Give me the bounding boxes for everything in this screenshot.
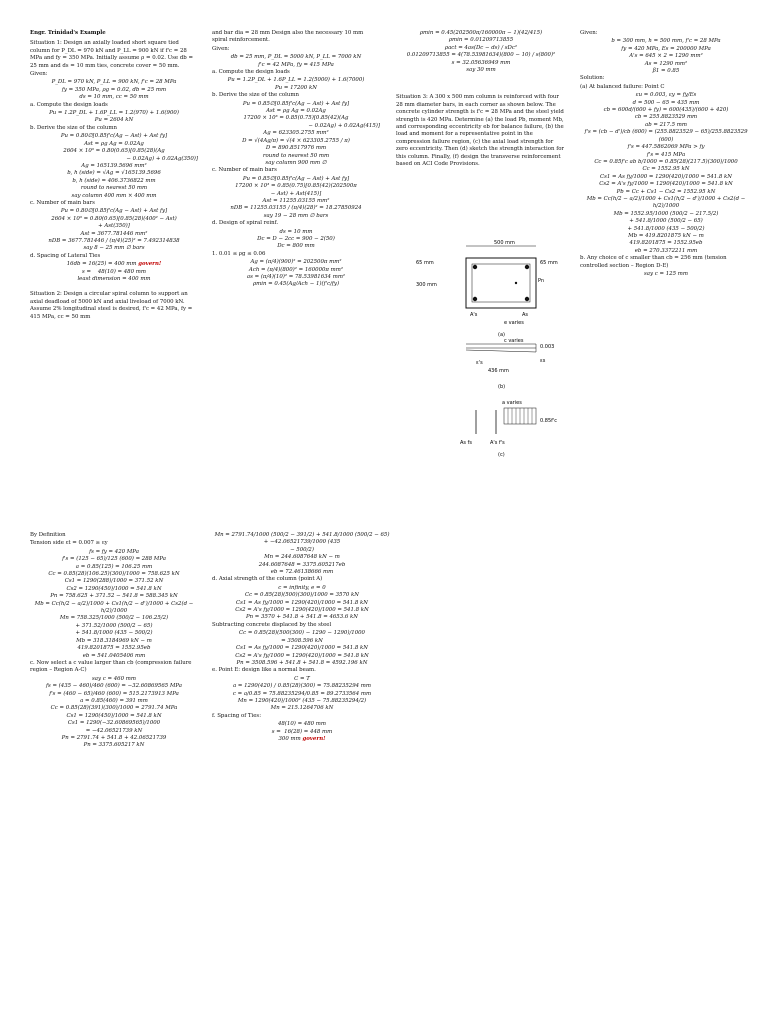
column-1	[30, 30, 198, 322]
as-prime-fs-label: A's f's	[490, 440, 505, 446]
equation: ρact = 4as(Dc − ds) / sDc²	[444, 44, 518, 51]
equation: d = 500 − 65 = 435 mm	[632, 99, 700, 106]
equation: Mn = 758.325/1000 (500/2 − 106.25/2)	[59, 615, 169, 622]
subtracting-label: Subtracting concrete displaced by the steel	[212, 621, 332, 628]
equation: 244.6087648 = 3375.605217eb	[258, 561, 346, 568]
step-c-label: c. Number of main bars	[30, 199, 95, 206]
equation: say c = 460 mm	[92, 675, 136, 682]
column-4	[580, 30, 752, 278]
equation: say 19 − 28 mm ∅ bars	[263, 212, 329, 219]
equation: 419.8201875 = 1552.95eb	[629, 240, 703, 247]
equation: Pu = 0.80∅[0.85f'c(Ag − Ast) + Ast fy]	[60, 208, 168, 215]
equation: Ast = 11255.03155 mm²	[262, 197, 330, 204]
equation: + 371.52/1000 (500/2 − 65)	[75, 622, 153, 629]
a-varies-label: a varies	[502, 400, 522, 406]
equation: fs = (435 − 460)/460 (600) = −32.60869565 MPa	[45, 683, 183, 690]
equation: s = 16(28) = 448 mm	[271, 728, 333, 735]
equation: eb = 72.46138666 mm	[270, 569, 334, 576]
equation: f's = (cb − d')/cb (600) = (255.8823529 − 65)/255.8823529 (600)	[584, 129, 748, 143]
step-b-label: b. Derive the size of the column	[212, 92, 299, 99]
equation: Cc = 0.85(28)(106.25)(300)/1000 = 758.625 kN	[48, 571, 180, 578]
step-b-label: b. Derive the size of the column	[30, 124, 117, 131]
equation: eb = 541.0405406 mm	[82, 652, 146, 659]
equation: − 500/2)	[290, 546, 314, 553]
step-c-label: c. Number of main bars	[212, 167, 277, 174]
equation: − 0.02Ag) + 0.02Ag(350)]	[126, 155, 198, 162]
rebar	[525, 297, 529, 301]
equation: = −42.06521739 kN	[85, 727, 143, 734]
eps-s-label: εs	[540, 358, 546, 364]
equation: β1 = 0.85	[652, 68, 680, 75]
equation-text: 16db = 16(25) = 400 mm	[66, 261, 137, 268]
equation: say column 400 mm × 400 mm	[71, 192, 157, 199]
given-label: Given:	[580, 30, 598, 36]
equation: + Ast(350)]	[98, 223, 130, 230]
step-d-label: d. Axial strength of the column (point A)	[212, 576, 323, 583]
equation: Cs2 = A's fy/1000 = 1290(420)/1000 = 541.8 kN	[235, 652, 369, 659]
equation: round to nearest 50 mm	[262, 152, 330, 159]
equation: Pu = 0.80∅[0.85f'c(Ag − Ast) + Ast fy]	[60, 133, 168, 140]
equation: Cc = 0.85(28)(391)(300)/1000 = 2791.74 MPa	[50, 705, 178, 712]
equation: say 30 mm	[466, 67, 496, 74]
given-label: Given:	[30, 71, 48, 78]
equation: − Ast) + Ast(415)]	[270, 190, 322, 197]
eps-s-prime-label: ε's	[476, 360, 483, 366]
equation: Ast = ρg Ag = 0.02Ag	[266, 108, 326, 115]
fig-b-label: (b)	[498, 384, 506, 390]
dim-65-right-label: 65 mm	[540, 260, 558, 266]
equation: 2604 × 10³ = 0.80(0.65)[0.85(28)(Ag	[63, 148, 165, 155]
equation: = 3508.596 kN	[281, 637, 323, 644]
equation: + −42.06521739/1000 (435	[263, 539, 341, 546]
column-section-figure	[416, 238, 576, 474]
equation: Mb = Cc(h/2 − a/2)/1000 + Cs1(h/2 − d')/1000 + Cs2(d − h/2)/1000	[34, 600, 194, 615]
step-b-label: b. Any choice of c smaller than cb = 256 mm (tension controlled section – Region D-E)	[580, 255, 729, 269]
step-e-label: 1. 0.01 ≤ ρg ≤ 0.06	[212, 250, 266, 257]
equation: f's = (460 − 65)/460 (600) = 515.2173913 MPa	[49, 690, 179, 697]
situation-2: Situation 2: Design a circular spiral column to support an axial deadload of 5000 kN and axial liveload of 7000 kN. Assume 2% longitudinal steel is desired, f'c = 42 MPa, fy = 415 MPa, cc = 50 mm	[30, 291, 195, 320]
equation: db = 25 mm, P_DL = 5000 kN, P_LL = 7000 kN	[230, 54, 362, 61]
rebar	[525, 265, 529, 269]
as-label: As	[522, 312, 529, 318]
rebar	[473, 297, 477, 301]
equation: 48(10) = 480 mm	[277, 721, 327, 728]
column-6	[212, 532, 392, 743]
step-d-label: d. Design of spiral reinf.	[212, 220, 279, 227]
equation: Cs1 = As fy/1000 = 1290(420)/1000 = 541.8 kN	[236, 645, 368, 652]
equation: 0.01209713855 = 4(78.53981634)(800 − 10) / s(800)²	[406, 52, 556, 59]
equation: Pn = 758.625 + 371.52 − 541.8 = 588.345 kN	[50, 593, 178, 600]
equation: say c = 125 mm	[644, 271, 688, 277]
equation: Ag = (π/4)(900)² = 202500π mm²	[250, 259, 342, 266]
equation: fy = 350 MPa, ρg = 0.02, db = 25 mm	[61, 86, 167, 93]
equation: Cs2 = A's fy/1000 = 1290(420)/1000 = 541.8 kN	[235, 607, 369, 614]
equation: Mb = 1552.95/1000 (500/2 − 217.5/2)	[613, 210, 719, 217]
equation: Ag = 623305.2755 mm²	[263, 130, 329, 137]
equation: εu = 0.003, εy = fy/Es	[635, 92, 697, 99]
equation: A's = 645 × 2 = 1290 mm²	[629, 53, 703, 60]
equation: 17200 × 10³ = 0.85(0.75)[0.85(42)(Ag	[243, 115, 349, 122]
equation: least dimension = 400 mm	[77, 276, 151, 282]
fig-c-label: (c)	[498, 452, 505, 458]
situation-3: Situation 3: A 300 x 500 mm column is reinforced with four 28 mm diameter bars, in each corner as shown below. The concrete cylinder strength is f'c = 28 MPa and the steel yield strength is 420 MPa. Determine (a) the load Pb, moment Mb, and corresponding eccentricity eb for balance failure, (b) the load and moment for a representative point in the compression failure region, (c) the axial load strength for zero eccentricity. Then (d) sketch the strength interaction for this column. Finally, (f) design the transverse reinforcement based on ACI Code Provisions.	[396, 94, 566, 168]
equation: ρmin = 0.45(202500π/160000π − 1)(42/415)	[419, 30, 543, 36]
equation: Mn = 215.1264706 kN	[270, 705, 334, 712]
equation: Cs1 = As fy/1000 = 1290(420)/1000 = 541.8 kN	[236, 599, 368, 606]
rebar	[473, 265, 477, 269]
tension-side-text: Tension side εt = 0.007 ≥ εy	[30, 540, 108, 547]
step-f-label: f. Spacing of Ties:	[212, 712, 262, 719]
equation: D = 890.8517976 mm	[265, 145, 327, 152]
equation	[212, 736, 392, 743]
equation: Dc = D − 2cc = 900 − 2(50)	[257, 235, 335, 242]
equation: P_DL = 970 kN, P_LL = 900 kN, f'c = 28 MPa	[51, 79, 177, 86]
equation: Cs2 = A's fy/1000 = 1290(420)/1000 = 541.8 kN	[599, 181, 733, 188]
equation: Ast = 3677.781446 mm²	[80, 230, 148, 237]
equation: b, h (side) = √Ag = √165139.5696	[67, 170, 161, 177]
equation: say 8 − 25 mm ∅ bars	[83, 245, 145, 252]
equation: a = 0.85(125) = 106.25 mm	[75, 563, 153, 570]
load-point	[515, 282, 517, 284]
fig-a-label: (a)	[498, 332, 505, 338]
step-a-label: a. Compute the design loads	[212, 69, 290, 76]
doc-title: Engr. Trinidad's Example	[30, 30, 106, 36]
equation: Pn = 3570 + 541.8 + 541.8 = 4653.6 kN	[245, 614, 359, 621]
equation: Cc = 1552.95 kN	[642, 166, 690, 173]
equation: f's = 447.5862069 MPa > fy	[627, 144, 705, 151]
stress-085-label: 0.85f'c	[540, 418, 558, 424]
equation: fy = 420 MPa, Es = 200000 MPa	[621, 45, 711, 52]
equation: c = a/0.85 = 75.88235294/0.85 = 89.2733564 mm	[232, 690, 372, 697]
equation: D = √(4Ag/π) = √(4 × 623305.2755 / π)	[242, 137, 350, 144]
equation: Mb = Cc(h/2 − a/2)/1000 + Cs1(h/2 − d')/1000 + Cs2(d − h/2)/1000	[586, 195, 746, 210]
equation: 419.8201875 = 1552.95eb	[77, 645, 151, 652]
equation: Pn = 3375.605217 kN	[83, 742, 145, 749]
column-5	[30, 532, 198, 750]
definition-label: By Definition	[30, 532, 66, 538]
equation: Mn = 1290(420)/1000² (435 − 75.88235294/2)	[237, 697, 367, 704]
equation: b = 300 mm, h = 500 mm, f'c = 28 MPa	[611, 38, 721, 45]
equation: Pu = 2604 kN	[94, 117, 134, 124]
tie-outline	[472, 264, 530, 302]
equation: eb = 270.3372211 mm	[634, 247, 698, 254]
dim-436-label: 436 mm	[488, 368, 509, 374]
equation: round to nearest 50 mm	[80, 185, 148, 192]
column-3	[396, 30, 566, 170]
equation: Pn = 2791.74 + 541.8 + 42.06521739	[61, 734, 167, 741]
equation: as = (π/4)(10)² = 78.53981634 mm²	[246, 274, 346, 280]
equation: Mn = 2791.74/1000 (500/2 − 391/2) + 541.8/1000 (500/2 − 65)	[214, 532, 390, 538]
given-label: Given:	[212, 45, 230, 52]
equation: 17200 × 10³ = 0.85(0.75)[0.85(42)(202500π	[235, 183, 357, 190]
equation: − 0.02Ag) + 0.02Ag(415)]	[308, 122, 380, 129]
equation: ρmin = 0.01209713855	[448, 37, 514, 44]
equation: ρmin = 0.45(Ag/Ach − 1)(f'c/fy)	[252, 281, 340, 288]
equation: fs = fy = 420 MPa	[89, 548, 139, 555]
equation: cb = 600d/(600 + fy) = 600(435)/(600 + 420)	[603, 107, 729, 114]
as-fs-label: As fs	[460, 440, 472, 446]
equation: Cc = 0.85(28)(500(300) − 1290 − 1290)/1000	[238, 630, 365, 637]
equation: Mb = 318.3184969 kN − m	[76, 637, 152, 644]
dim-65-left-label: 65 mm	[416, 260, 434, 266]
equation: s = 48(10) = 480 mm	[82, 268, 146, 275]
equation: Cs1 = 1290(−32.60869565)/1000	[67, 720, 161, 727]
equation: a = 0.85(460) = 391 mm	[80, 697, 148, 704]
pn-label: Pn	[538, 278, 545, 284]
c-varies-label: c varies	[504, 338, 524, 344]
equation: a = 1290(420) / 0.85(28)(300) = 75.88235294 mm	[232, 683, 372, 690]
equation: Pu = 1.2P_DL + 1.6P_LL = 1.2(5000) + 1.6(7000)	[227, 77, 365, 84]
step-e-label: e. Point E: design like a normal beam.	[212, 667, 316, 674]
equation: ds = 10 mm	[279, 228, 313, 235]
equation: Cc = 0.85f'c ab b/1000 = 0.85(28)(217.5)(300)/1000	[594, 158, 738, 165]
equation: Cs2 = 1290(450)/1000 = 541.8 kN	[66, 585, 162, 592]
equation: b, h (side) = 406.3736822 mm	[72, 177, 156, 184]
step-d-label: d. Spacing of Lateral Ties	[30, 252, 101, 259]
equation: nDB = 3677.781446 / (π/4)(25)² = 7.492314838	[48, 237, 180, 244]
as-prime-label: A's	[470, 312, 478, 318]
column-2	[212, 30, 380, 289]
dim-500-label: 500 mm	[494, 240, 515, 246]
govern-note: govern!	[302, 735, 326, 742]
equation: ds = 10 mm, cc = 50 mm	[79, 94, 149, 101]
equation: say column 900 mm ∅	[265, 159, 327, 166]
equation: Dc = 800 mm	[277, 243, 315, 250]
equation: C = T	[294, 675, 310, 682]
equation: f'c = 42 MPa, fy = 415 MPa	[258, 61, 334, 68]
equation: + 541.8/1000 (435 − 500/2)	[627, 225, 705, 232]
e-varies-label: e varies	[504, 320, 524, 326]
equation: Pu = 1.2P_DL + 1.6P_LL = 1.2(970) + 1.6(900)	[49, 110, 179, 117]
solution-label: Solution:	[580, 75, 605, 82]
equation: Mb = 419.8201875 kN − m	[628, 232, 704, 239]
step-c-label: c. Now select a c value larger than cb (compression failure region – Region A-C)	[30, 659, 194, 674]
equation: nDB = 11255.03155 / (π/4)(28)² = 18.27850924	[230, 205, 362, 212]
equation: Cs1 = 1290(288)/1000 = 371.52 kN	[64, 578, 164, 585]
equation: Pb = Cc + Cs1 − Cs2 = 1552.95 kN	[616, 188, 716, 195]
strain-0003-label: 0.003	[540, 344, 555, 350]
equation: Mn = 244.6087648 kN − m	[264, 554, 340, 561]
equation-text: 300 mm	[278, 735, 301, 742]
equation: s = 32.05636949 mm	[451, 59, 511, 66]
equation: Pu = 0.85∅[0.85f'c(Ag − Ast) + Ast fy]	[242, 100, 350, 107]
equation: Pu = 0.85∅[0.85f'c(Ag − Ast) + Ast fy]	[242, 175, 350, 182]
step-a-label: a. Compute the design loads	[30, 101, 108, 108]
equation: 2604 × 10³ = 0.80(0.65)[0.85(28)(400² − Ast)	[51, 215, 177, 222]
situation-1: Situation 1: Design an axially loaded short square tied column for P_DL = 970 kN and P_LL = 900 kN if f'c = 28 MPa and fy = 350 MPa. Initially assume ρ = 0.02. Use db = 25 mm and ds = 10 mm ties, concrete cover = 50 mm.	[30, 40, 195, 69]
step-a-label: (a) At balanced failure: Point C	[580, 83, 665, 90]
equation: Pn = 3508.596 + 541.8 + 541.8 = 4592.196 kN	[236, 659, 368, 666]
equation	[30, 261, 198, 268]
equation: Ag = 165139.5696 mm²	[81, 162, 147, 169]
equation: cb = 255.8823529 mm	[634, 114, 698, 121]
govern-note: govern!	[138, 261, 162, 268]
equation: Cc = 0.85(28)(500)(300)/1000 = 3570 kN	[244, 592, 360, 599]
equation: As = 1290 mm²	[644, 60, 688, 67]
equation: Ach = (π/4)(800)² = 160000π mm²	[248, 266, 344, 273]
equation: Ast = ρg Ag = 0.02Ag	[84, 140, 144, 147]
equation: Cs1 = 1290(450)/1000 = 541.8 kN	[66, 712, 162, 719]
equation: c = infinity, e = 0	[278, 584, 326, 591]
equation: Pu = 17200 kN	[275, 84, 317, 91]
equation: f's = (125 − 65)/125 (600) = 288 MPa	[62, 556, 166, 563]
equation: + 541.8/1000 (435 − 500/2)	[75, 630, 153, 637]
dim-300-label: 300 mm	[416, 282, 437, 288]
equation: Cs1 = As fy/1000 = 1290(420)/1000 = 541.8 kN	[600, 173, 732, 180]
equation: + 541.8/1000 (500/2 − 65)	[629, 218, 703, 225]
equation: ab = 217.5 mm	[645, 121, 687, 128]
intro-text: and bar dia = 28 mm Design also the necessary 10 mm spiral reinforcement.	[212, 30, 365, 44]
equation: f's = 415 MPa	[646, 151, 686, 158]
